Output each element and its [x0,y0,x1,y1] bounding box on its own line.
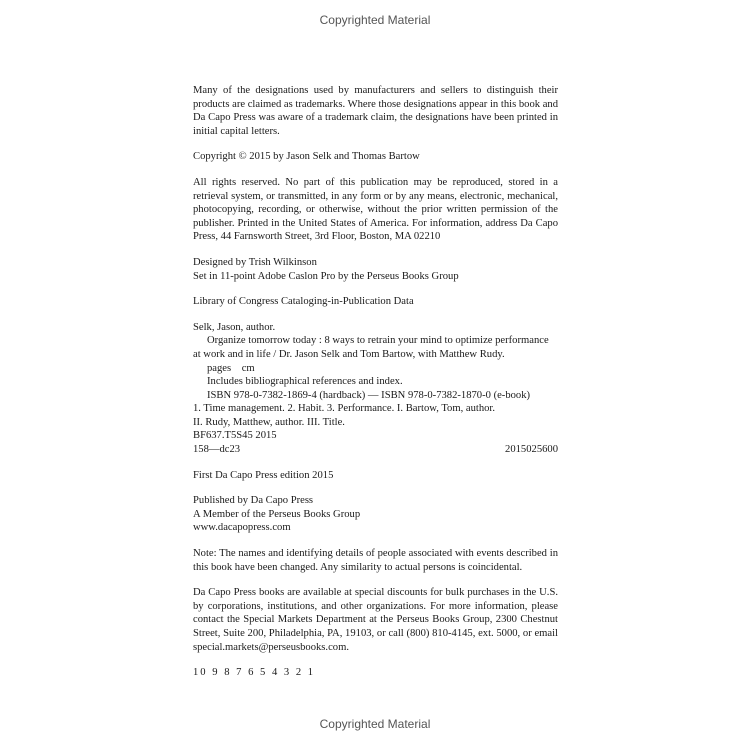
publisher-website: www.dacapopress.com [193,522,291,534]
cip-classification-row [193,443,558,457]
cip-heading: Library of Congress Cataloging-in-Publication Data [193,296,414,308]
designer-credit: Designed by Trish Wilkinson [193,256,317,268]
cip-block [193,321,558,457]
cip-dewey: 158—dc23 [193,444,241,456]
publisher-line-2: A Member of the Perseus Books Group [193,508,361,520]
watermark-bottom: Copyrighted Material [319,717,431,731]
copyright-line: Copyright © 2015 by Jason Selk and Thomas Bartow [193,151,420,163]
cip-author: Selk, Jason, author. [193,321,276,333]
edition-line: First Da Capo Press edition 2015 [193,469,334,481]
cip-isbn: ISBN 978-0-7382-1869-4 (hardback) — ISBN 978-0-7382-1870-0 (e-book) [207,389,531,401]
rights-notice: All rights reserved. No part of this publication may be reproduced, stored in a retrieval system, or transmitted, in any form or by any means, electronic, mechanical, photocopying, recording, or otherwise, without the prior written permission of the publisher. Printed in the United States of America. For information, address Da Capo Press, 44 Farnsworth Street, 3rd Floor, Boston, MA 02210 [193,176,558,243]
cip-title-line-1: Organize tomorrow today : 8 ways to retrain your mind to optimize performance [207,335,549,347]
cip-subjects-line-2: II. Rudy, Matthew, author. III. Title. [193,416,345,428]
copyright-page [193,84,558,692]
cip-subjects-line-1: 1. Time management. 2. Habit. 3. Performance. I. Bartow, Tom, author. [193,403,496,415]
trademark-notice: Many of the designations used by manufacturers and sellers to distinguish their products are claimed as trademarks. Where those designations appear in this book and Da Capo Press was aware of a trademark claim, the designations have been printed in initial capital letters. [193,85,558,137]
printing-numbers: 10 9 8 7 6 5 4 3 2 1 [193,667,316,679]
cip-title-line-2: at work and in life / Dr. Jason Selk and Tom Bartow, with Matthew Rudy. [193,348,505,360]
cip-references: Includes bibliographical references and index. [207,376,403,388]
cip-lccn: 2015025600 [505,444,558,456]
cip-pages: pages cm [207,362,255,374]
cip-call-number: BF637.T5S45 2015 [193,430,277,442]
publisher-line-1: Published by Da Capo Press [193,495,314,507]
design-credits [193,256,558,283]
identity-note: Note: The names and identifying details of people associated with events described in this book have been changed. Any similarity to actual persons is coincidental. [193,548,558,573]
typesetting-credit: Set in 11-point Adobe Caslon Pro by the Perseus Books Group [193,270,459,282]
special-sales-notice: Da Capo Press books are available at special discounts for bulk purchases in the U.S. by corporations, institutions, and other organizations. For more information, please contact the Special Markets Department at the Perseus Books Group, 2300 Chestnut Street, Suite 200, Philadelphia, PA, 19103, or call (800) 810-4145, ext. 5000, or email special.markets@perseusbooks.com. [193,587,558,653]
publisher-block [193,494,558,535]
watermark-top: Copyrighted Material [319,13,431,27]
